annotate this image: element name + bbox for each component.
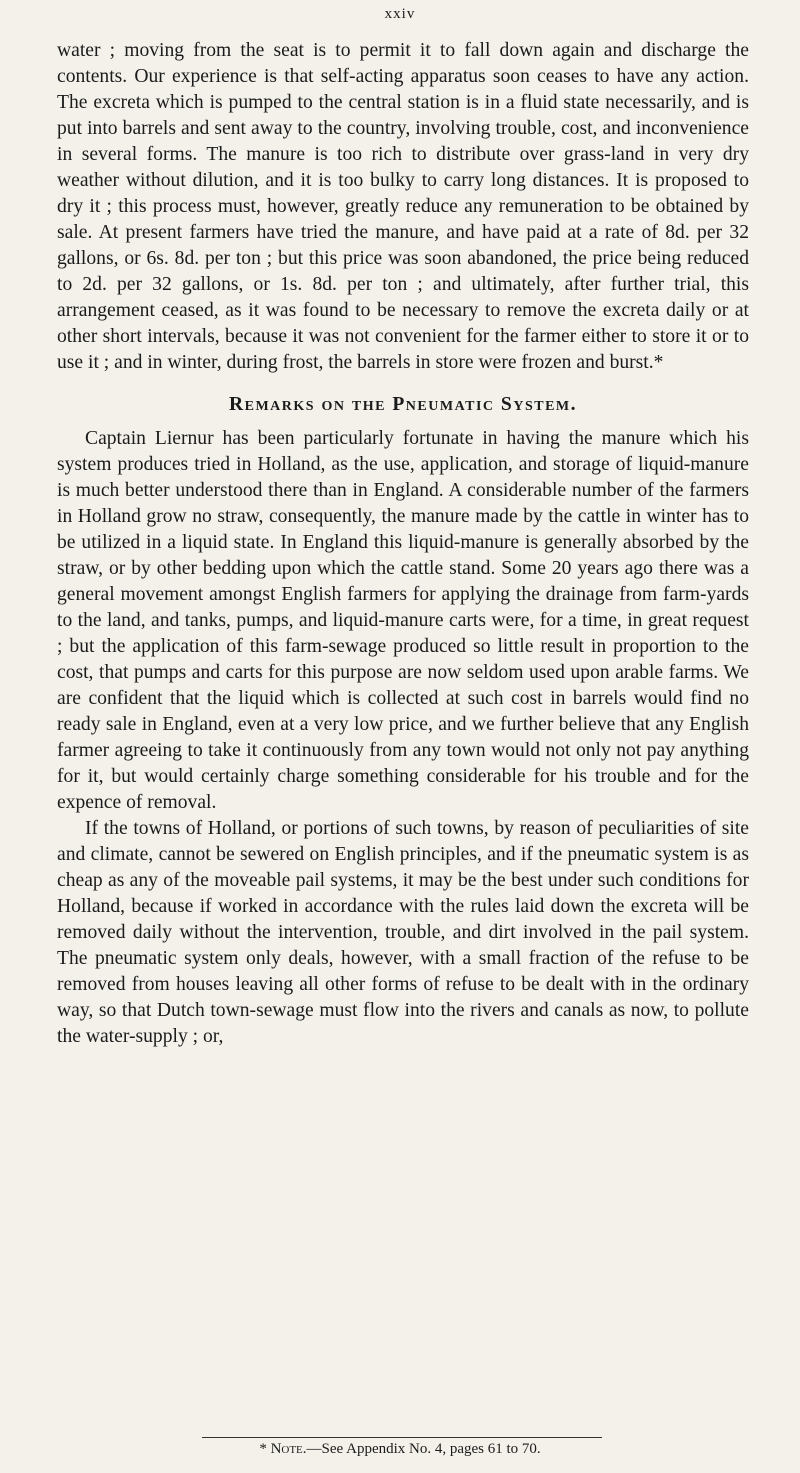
paragraph-liernur: Captain Liernur has been particularly fortunate in having the manure which his system produces tried in Holland, as the use, application, and storage of liquid-manure is much better understood there than in England. A considerable number of the farmers in Holland grow no straw, consequently, the manure made by the cattle in winter has to be utilized in a liquid state. In England this liquid-manure is generally absorbed by the straw, or by other bedding upon which the cattle stand. Some 20 years ago there was a general movement amongst English farmers for applying the drainage from farm-yards to the land, and tanks, pumps, and liquid-manure carts were, for a time, in great request ; but the application of this farm-sewage produced so little result in proportion to the cost, that pumps and carts for this purpose are now seldom used upon arable farms. We are confident that the liquid which is collected at such cost in barrels would find no ready sale in England, even at a very low price, and we further believe that any English farmer agreeing to take it continuously from any town would not only not pay anything for it, but would certainly charge something considerable for his trouble and for the expence of removal. (57, 428, 749, 813)
footnote (0, 1439, 800, 1459)
paragraph-continued: water ; moving from the seat is to permit it to fall down again and discharge the contents. Our experience is that self-acting apparatus soon ceases to have any action. The excreta which is pumped to the central station is in a fluid state necessarily, and is put into barrels and sent away to the country, involving trouble, cost, and inconvenience in several forms. The manure is too rich to distribute over grass-land in very dry weather without dilution, and it is too bulky to carry long distances. It is proposed to dry it ; this process must, however, greatly reduce any remuneration to be obtained by sale. At present farmers have tried the manure, and have paid at a rate of 8d. per 32 gallons, or 6s. 8d. per ton ; but this price was soon abandoned, the price being reduced to 2d. per 32 gallons, or 1s. 8d. per ton ; and ultimately, after further trial, this arrangement ceased, as it was found to be necessary to remove the excreta daily or at other short intervals, because it was not convenient for the farmer either to store it or to use it ; and in winter, during frost, the barrels in store were frozen and burst.* (57, 40, 749, 373)
footnote-label: * Note. (259, 1441, 307, 1457)
paragraph-holland-towns: If the towns of Holland, or portions of such towns, by reason of peculiarities of site and climate, cannot be sewered on English principles, and if the pneumatic system is as cheap as any of the moveable pail systems, it may be the best under such conditions for Holland, because if worked in accordance with the rules laid down the excreta will be removed daily without the intervention, trouble, and dirt involved in the pail system. The pneumatic system only deals, however, with a small fraction of the refuse to be removed from houses leaving all other forms of refuse to be dealt with in the ordinary way, so that Dutch town-sewage must flow into the rivers and canals as now, to pollute the water-supply ; or, (57, 818, 749, 1047)
body-text (57, 38, 749, 1050)
footnote-text: —See Appendix No. 4, pages 61 to 70. (306, 1441, 541, 1457)
section-heading: Remarks on the Pneumatic System. (228, 394, 578, 415)
footnote-rule (202, 1437, 602, 1438)
page-number: xxiv (384, 6, 416, 22)
